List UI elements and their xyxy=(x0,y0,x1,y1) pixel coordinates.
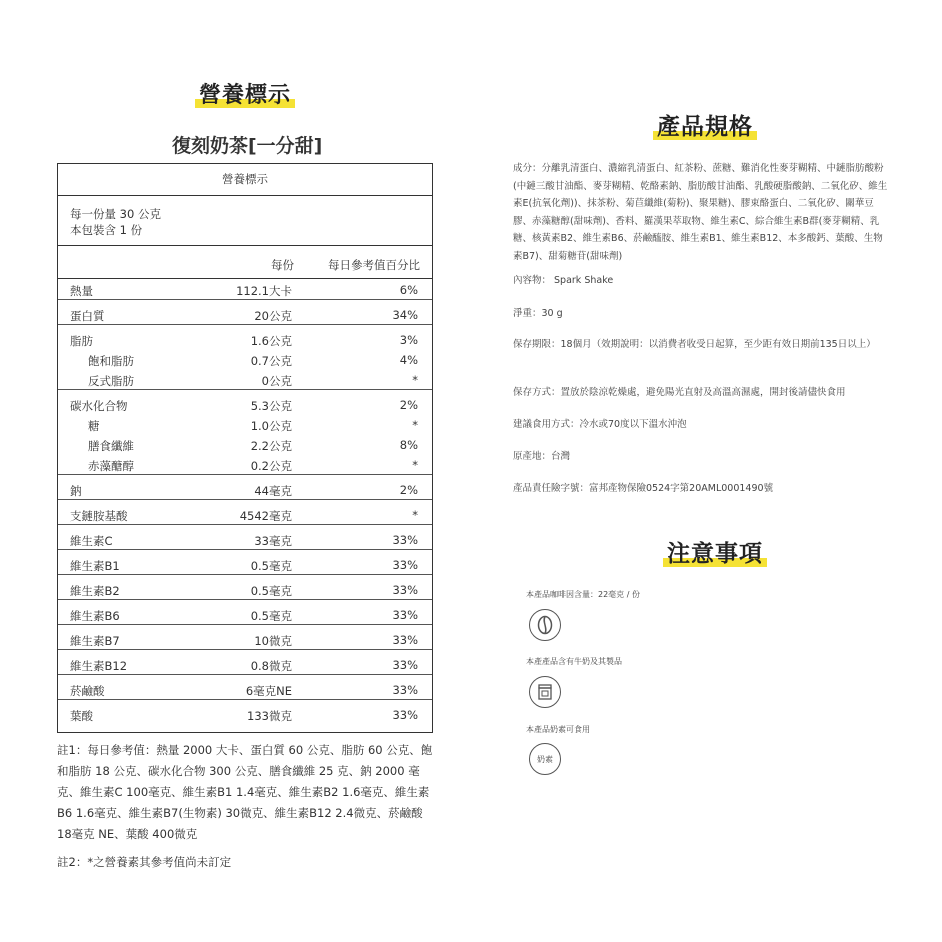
nutrient-amount: 0公克 xyxy=(261,374,292,388)
coffee-bean-icon xyxy=(529,609,561,641)
nutrient-amount: 0.5毫克 xyxy=(250,584,292,598)
row-divider xyxy=(58,324,432,325)
serving-size: 每一份量 30 公克 xyxy=(70,207,161,221)
nutrient-daily-pct: 3% xyxy=(399,333,418,347)
nutrient-amount: 6毫克NE xyxy=(245,684,292,698)
nutrient-row xyxy=(58,480,432,500)
row-divider xyxy=(58,574,432,575)
row-divider xyxy=(58,649,432,650)
vegetarian-badge-label: 奶素 xyxy=(537,754,553,764)
nutrient-daily-pct: 2% xyxy=(399,483,418,497)
row-divider xyxy=(58,499,432,500)
insurance-number: 產品責任險字號：富邦產物保險0524字第20AML0001490號 xyxy=(513,483,774,494)
nutrient-amount: 112.1大卡 xyxy=(236,284,292,298)
nutrient-row xyxy=(58,280,432,300)
vegetarian-notice: 本產品奶素可食用 xyxy=(526,725,590,734)
nutrient-daily-pct: 33% xyxy=(392,533,418,547)
usage: 建議食用方式：冷水或70度以下溫水沖泡 xyxy=(513,419,687,430)
net-weight: 淨重：30 g xyxy=(513,308,563,319)
nutrient-name: 鈉 xyxy=(70,484,82,498)
nutrient-daily-pct: * xyxy=(412,458,418,472)
nutrient-row xyxy=(58,350,432,370)
nutrient-name: 蛋白質 xyxy=(70,309,105,323)
nutrient-amount: 20公克 xyxy=(254,309,292,323)
notice-section-title: 注意事項 xyxy=(667,535,763,568)
row-divider xyxy=(58,524,432,525)
nutrient-row xyxy=(58,680,432,700)
nutrient-daily-pct: 34% xyxy=(392,308,418,322)
spec-section-title: 產品規格 xyxy=(657,108,753,141)
nutrient-row xyxy=(58,370,432,390)
nutrient-amount: 4542毫克 xyxy=(239,509,292,523)
nutrient-daily-pct: 33% xyxy=(392,583,418,597)
nutrient-row xyxy=(58,305,432,325)
nutrient-daily-pct: * xyxy=(412,373,418,387)
nutrient-name: 熱量 xyxy=(70,284,93,298)
ingredients: 成分：分離乳清蛋白、濃縮乳清蛋白、紅茶粉、蔗糖、難消化性麥芽糊精、中鏈脂肪酸粉(中鏈三酸甘油酯、麥芽糊精、乾酪素鈉、脂肪酸甘油酯、乳酸硬脂酸鈉、二氧化矽、維生素E(抗氧化劑))、抹茶粉、菊苣纖維(菊粉)、聚果糖)、膠束酪蛋白、二氧化矽、關華豆膠、赤藻糖醇(甜味劑)、香料、羅漢果萃取物、維生素C、綜合維生素B群(麥芽糊精、乳糖、核黃素B2、維生素B6、菸鹼醯胺、維生素B1、維生素B12、本多酸鈣、葉酸、生物素B7)、甜菊糖苷(甜味劑) xyxy=(513,163,888,262)
footnote-asterisk: 註2：*之營養素其參考值尚未訂定 xyxy=(57,855,232,869)
nutrient-amount: 0.2公克 xyxy=(250,459,292,473)
nutrient-daily-pct: 8% xyxy=(399,438,418,452)
row-divider xyxy=(58,674,432,675)
nutrient-amount: 44毫克 xyxy=(254,484,292,498)
nutrient-name: 支鏈胺基酸 xyxy=(70,509,128,523)
nutrient-row xyxy=(58,435,432,455)
nutrient-row xyxy=(58,415,432,435)
nutrient-name: 菸鹼酸 xyxy=(70,684,105,698)
caffeine-notice: 本產品咖啡因含量：22毫克 / 份 xyxy=(526,590,640,599)
nutrient-row xyxy=(58,580,432,600)
nutrient-row xyxy=(58,505,432,525)
nutrient-daily-pct: 6% xyxy=(399,283,418,297)
column-headers xyxy=(58,245,432,279)
nutrient-daily-pct: 33% xyxy=(392,658,418,672)
col-daily-value: 每日參考值百分比 xyxy=(328,258,420,272)
nutrient-amount: 5.3公克 xyxy=(250,399,292,413)
nutrient-row xyxy=(58,605,432,625)
vegetarian-badge-icon xyxy=(529,743,561,775)
nutrient-daily-pct: * xyxy=(412,508,418,522)
nutrient-daily-pct: 33% xyxy=(392,558,418,572)
nutrient-amount: 10微克 xyxy=(254,634,292,648)
nutrient-amount: 1.6公克 xyxy=(250,334,292,348)
nutrient-name: 維生素B7 xyxy=(70,634,120,648)
nutrient-daily-pct: 33% xyxy=(392,708,418,722)
nutrient-daily-pct: 33% xyxy=(392,633,418,647)
nutrient-name: 維生素C xyxy=(70,534,113,548)
nutrient-name: 赤藻醣醇 xyxy=(88,459,134,473)
row-divider xyxy=(58,474,432,475)
nutrient-row xyxy=(58,330,432,350)
contents: 內容物： Spark Shake xyxy=(513,275,614,286)
nutrient-daily-pct: 33% xyxy=(392,683,418,697)
nutrient-name: 維生素B6 xyxy=(70,609,120,623)
nutrient-amount: 0.7公克 xyxy=(250,354,292,368)
nutrient-amount: 0.8微克 xyxy=(250,659,292,673)
nutrient-amount: 2.2公克 xyxy=(250,439,292,453)
nutrient-amount: 33毫克 xyxy=(254,534,292,548)
nutrient-name: 維生素B12 xyxy=(70,659,128,673)
nutrient-name: 反式脂肪 xyxy=(88,374,134,388)
row-divider xyxy=(58,549,432,550)
nutrient-row xyxy=(58,630,432,650)
product-name: 復刻奶茶[一分甜] xyxy=(172,135,323,157)
shelf-life: 保存期限：18個月（效期說明：以消費者收受日起算，至少距有效日期前135日以上） xyxy=(513,339,876,350)
nutrient-name: 維生素B1 xyxy=(70,559,120,573)
row-divider xyxy=(58,599,432,600)
origin: 原產地：台灣 xyxy=(513,451,571,462)
nutrient-amount: 133微克 xyxy=(247,709,292,723)
nutrient-name: 膳食纖維 xyxy=(88,439,134,453)
storage: 保存方式：置放於陰涼乾燥處，避免陽光直射及高溫高濕處，開封後請儘快食用 xyxy=(513,387,846,398)
nutrient-amount: 0.5毫克 xyxy=(250,609,292,623)
nutrient-name: 維生素B2 xyxy=(70,584,120,598)
nutrient-daily-pct: * xyxy=(412,418,418,432)
nutrient-amount: 0.5毫克 xyxy=(250,559,292,573)
nutrient-name: 飽和脂肪 xyxy=(88,354,134,368)
nutrient-daily-pct: 33% xyxy=(392,608,418,622)
col-per-serving: 每份 xyxy=(271,258,294,272)
milk-carton-icon xyxy=(529,676,561,708)
nutrient-row xyxy=(58,530,432,550)
nutrient-row xyxy=(58,455,432,475)
nutrient-name: 脂肪 xyxy=(70,334,93,348)
nutrient-daily-pct: 2% xyxy=(399,398,418,412)
nutrient-row xyxy=(58,655,432,675)
nutrition-section-title: 營養標示 xyxy=(199,78,291,109)
nutrient-amount: 1.0公克 xyxy=(250,419,292,433)
nutrient-name: 糖 xyxy=(88,419,100,433)
nutrient-daily-pct: 4% xyxy=(399,353,418,367)
row-divider xyxy=(58,389,432,390)
row-divider xyxy=(58,699,432,700)
nutrition-table-header: 營養標示 xyxy=(58,164,432,196)
nutrient-row xyxy=(58,555,432,575)
serving-info xyxy=(58,195,432,246)
nutrition-table xyxy=(57,163,433,733)
servings-per-package: 本包裝含 1 份 xyxy=(70,223,143,237)
nutrient-name: 葉酸 xyxy=(70,709,93,723)
row-divider xyxy=(58,299,432,300)
nutrient-row xyxy=(58,395,432,415)
row-divider xyxy=(58,624,432,625)
milk-notice: 本產產品含有牛奶及其製品 xyxy=(526,657,622,666)
footnote-daily-values: 註1：每日參考值：熱量 2000 大卡、蛋白質 60 公克、脂肪 60 公克、飽和脂肪 18 公克、碳水化合物 300 公克、膳食纖維 25 克、鈉 2000 毫克、維生素C 100毫克、維生素B1 1.4毫克、維生素B2 1.6毫克、維生素B6 1.6毫克、維生素B7(生物素) 30微克、維生素B12 2.4微克、菸鹼酸 18毫克 NE、葉酸 400微克 xyxy=(57,743,433,841)
nutrient-name: 碳水化合物 xyxy=(70,399,128,413)
nutrient-row xyxy=(58,705,432,725)
